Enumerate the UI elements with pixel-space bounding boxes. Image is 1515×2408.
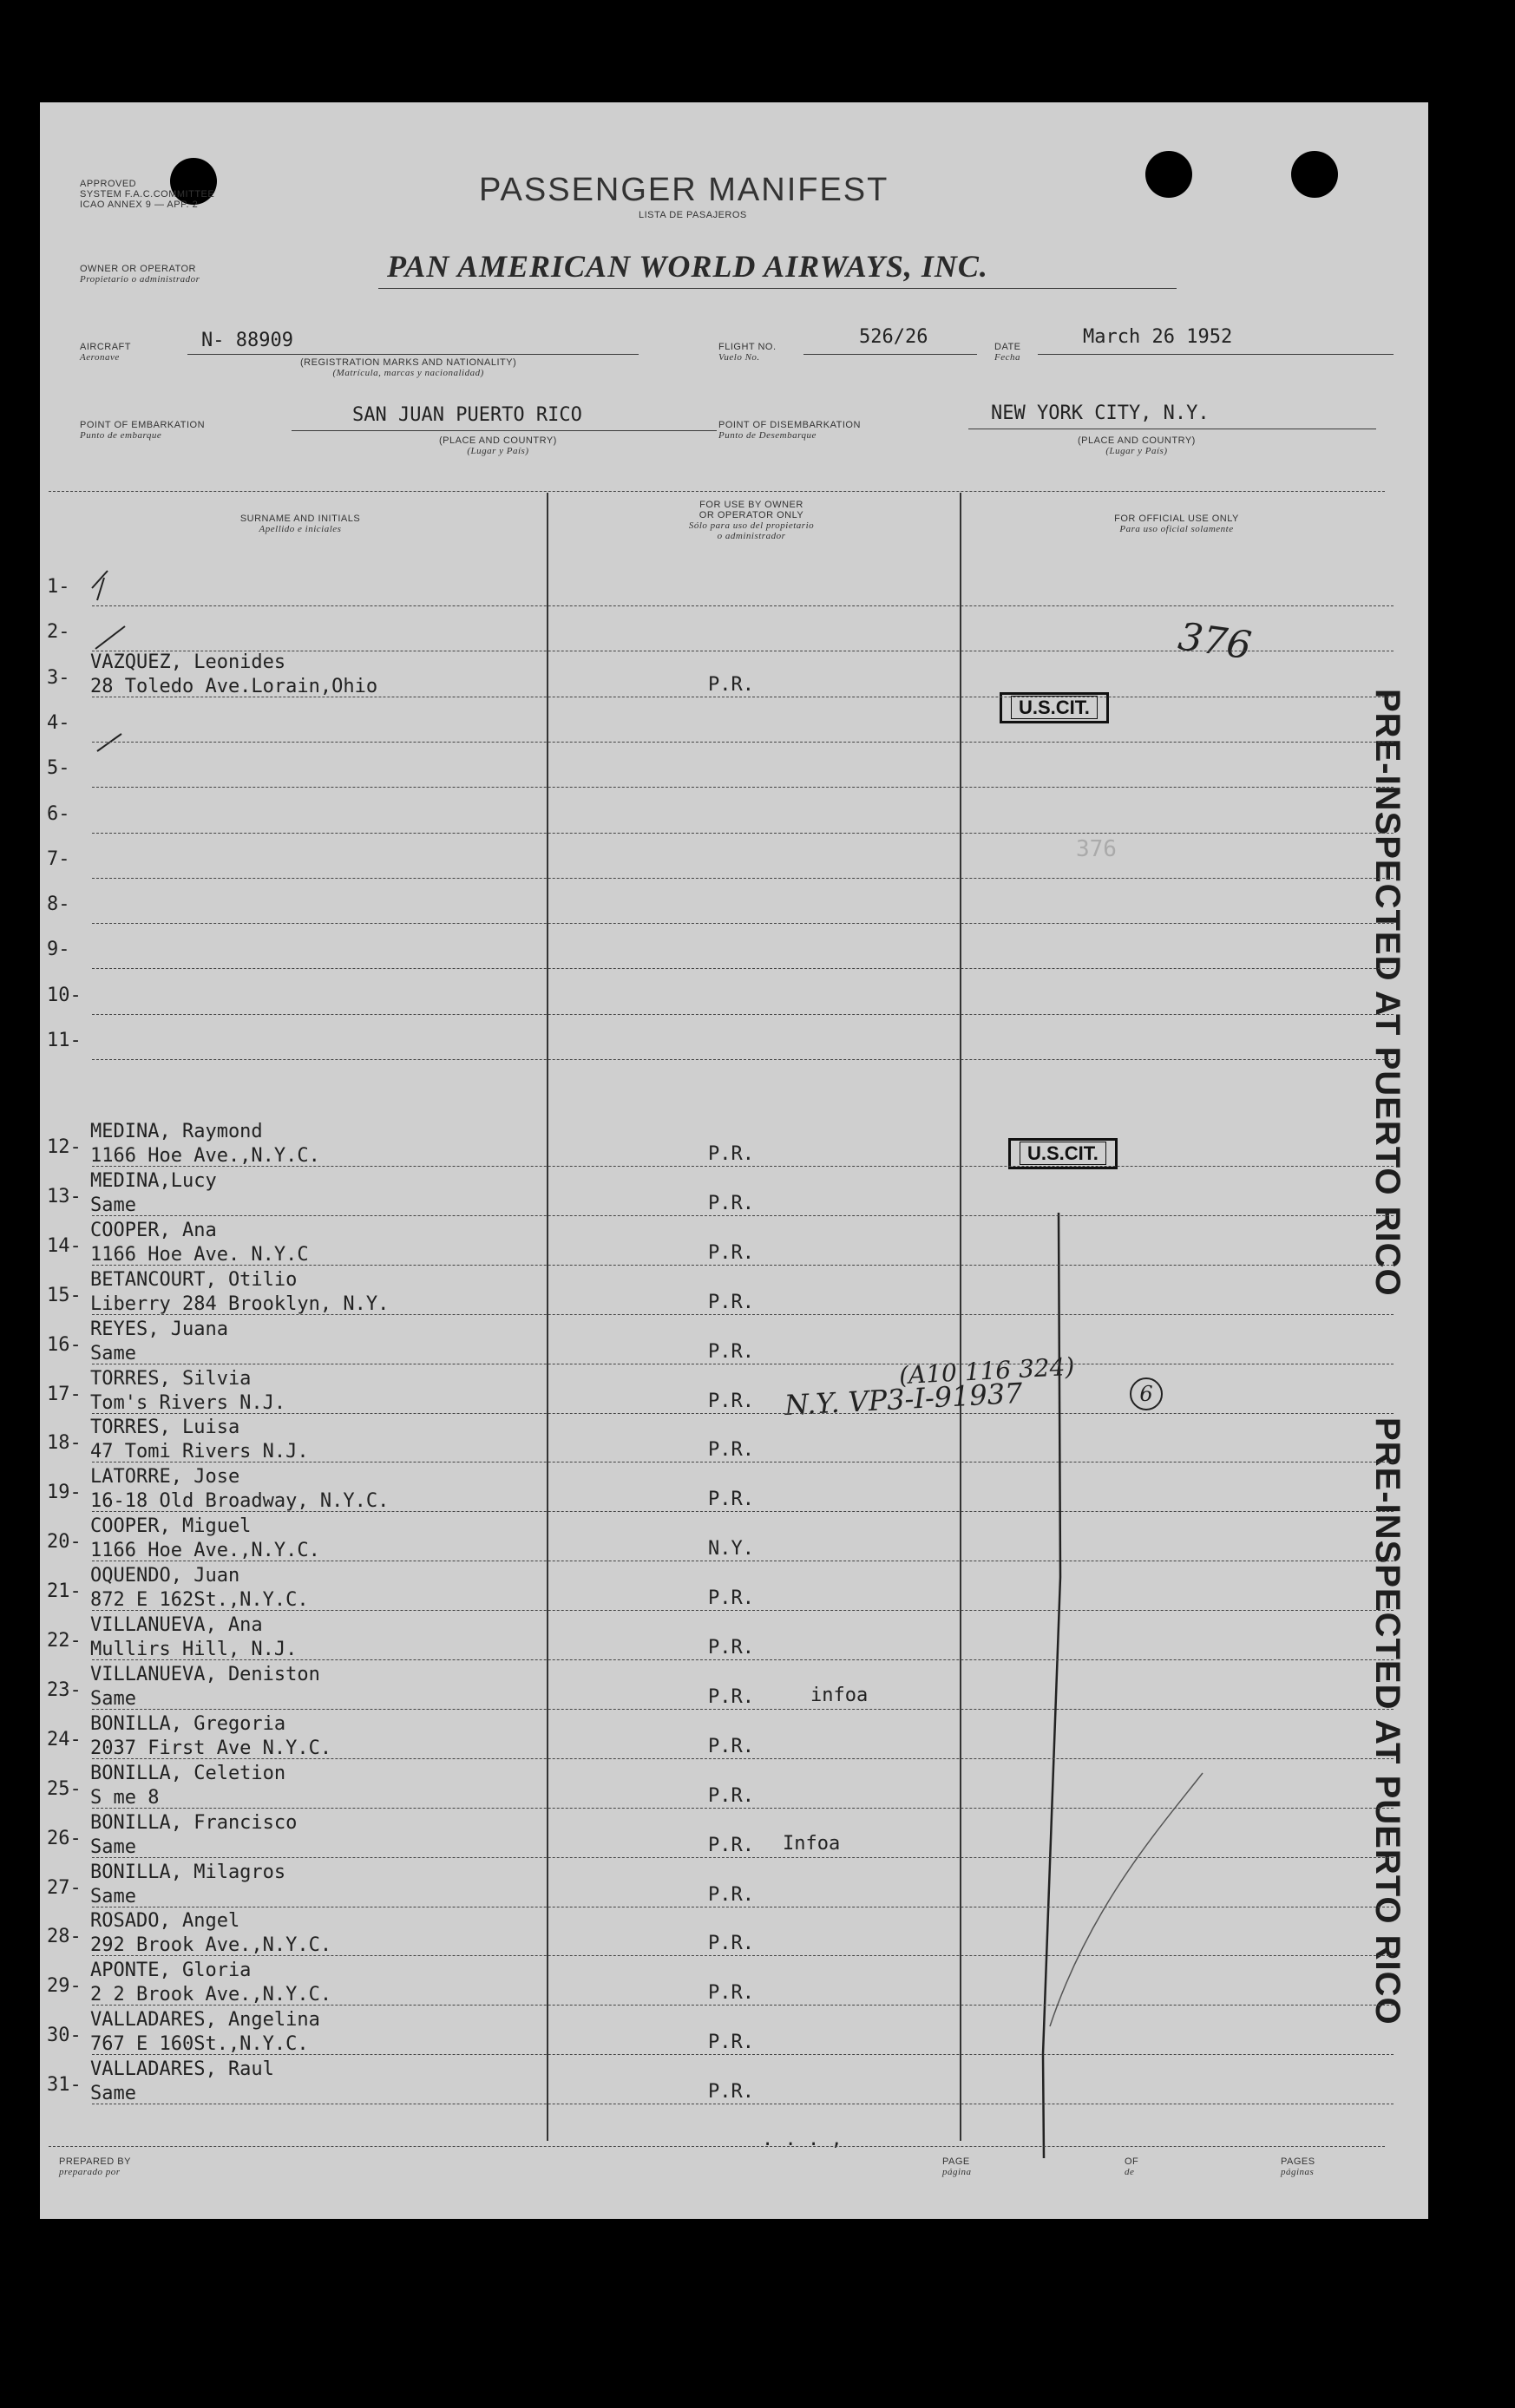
owner-use-code: P.R. [708, 2032, 754, 2054]
owner-use-code: P.R. [708, 1241, 754, 1264]
row-rule [92, 1808, 1394, 1809]
row-number: 31- [47, 2074, 82, 2097]
owner-use-code: P.R. [708, 1685, 754, 1708]
embark-value: SAN JUAN PUERTO RICO [352, 404, 582, 426]
row-number: 20- [47, 1531, 82, 1554]
row-rule [92, 833, 1394, 834]
of-label: OF de [1125, 2156, 1139, 2177]
passenger-name: BONILLA, Gregoria [90, 1712, 286, 1735]
owner-use-code: P.R. [708, 1291, 754, 1313]
passenger-name: MEDINA,Lucy [90, 1169, 217, 1192]
passenger-name: REYES, Juana [90, 1318, 228, 1340]
owner-use-code: P.R. [708, 1982, 754, 2005]
passenger-name: VILLANUEVA, Deniston [90, 1663, 320, 1685]
passenger-name: VAZQUEZ, Leonides [90, 651, 286, 673]
row-rule [92, 1413, 1394, 1414]
passenger-address: Liberry 284 Brooklyn, N.Y. [90, 1292, 390, 1315]
owner-use-code: P.R. [708, 1390, 754, 1412]
passenger-address: Same [90, 1687, 136, 1710]
row-rule [92, 878, 1394, 879]
passenger-name: BONILLA, Francisco [90, 1811, 298, 1834]
passenger-address: Tom's Rivers N.J. [90, 1391, 286, 1414]
row-number: 14- [47, 1234, 82, 1257]
row-number: 23- [47, 1678, 82, 1701]
row-number: 3- [47, 666, 70, 689]
owner-use-code: P.R. [708, 1735, 754, 1757]
date-label: DATE Fecha [994, 342, 1021, 363]
row-rule [92, 1014, 1394, 1015]
handwritten-alien-number: (A10 116 324) [898, 1351, 1076, 1390]
passenger-address: S me 8 [90, 1786, 160, 1809]
passenger-address: 767 E 160St.,N.Y.C. [90, 2033, 309, 2056]
row-number: 10- [47, 984, 82, 1006]
row-number: 1- [47, 576, 70, 598]
manifest-sheet [40, 102, 1428, 2219]
row-number: 17- [47, 1383, 82, 1405]
owner-use-code: P.R. [708, 1883, 754, 1906]
row-number: 4- [47, 711, 70, 734]
owner-use-code: P.R. [708, 1143, 754, 1165]
passenger-address: 1166 Hoe Ave. N.Y.C [90, 1243, 309, 1266]
passenger-name: BETANCOURT, Otilio [90, 1268, 298, 1291]
row-rule [92, 968, 1394, 969]
company-name: PAN AMERICAN WORLD AIRWAYS, INC. [387, 249, 988, 284]
passenger-address: 292 Brook Ave.,N.Y.C. [90, 1934, 332, 1957]
owner-use-code: P.R. [708, 1784, 754, 1807]
disembark-place-note: (PLACE AND COUNTRY) (Lugar y País) [1078, 435, 1196, 456]
row-rule [92, 1215, 1394, 1216]
handwritten-visa-number: N.Y. VP3-I-91937 [784, 1376, 1024, 1423]
row-number: 9- [47, 939, 70, 961]
prepared-by: PREPARED BY preparado por [59, 2156, 131, 2177]
aircraft-note: (REGISTRATION MARKS AND NATIONALITY) (Matrícula, marcas y nacionalidad) [300, 357, 517, 378]
row-number: 25- [47, 1777, 82, 1800]
owner-use-code: P.R. [708, 1439, 754, 1462]
passenger-name: APONTE, Gloria [90, 1960, 252, 1982]
passenger-name: TORRES, Luisa [90, 1417, 240, 1439]
passenger-address: 872 E 162St.,N.Y.C. [90, 1589, 309, 1612]
embark-place-note: (PLACE AND COUNTRY) (Lugar y País) [439, 435, 557, 456]
passenger-name: MEDINA, Raymond [90, 1121, 263, 1142]
row-number: 26- [47, 1827, 82, 1849]
date-value: March 26 1952 [1083, 326, 1233, 348]
row-number: 18- [47, 1432, 82, 1455]
row-rule [92, 1059, 1394, 1060]
flight-value: 526/26 [859, 326, 928, 348]
passenger-count: 376 [1175, 614, 1255, 669]
row-rule [92, 1709, 1394, 1710]
owner-use-code: P.R. [708, 2081, 754, 2104]
col-head-official-use: FOR OFFICIAL USE ONLY Para uso oficial solamente [1114, 514, 1239, 534]
row-rule [92, 923, 1394, 924]
approval-block: APPROVED SYSTEM F.A.C.COMMITTEE ICAO ANNEX 9 — APP. 2 [80, 179, 215, 210]
flight-label: FLIGHT NO. Vuelo No. [718, 342, 777, 363]
page-title: PASSENGER MANIFEST [479, 172, 889, 208]
passenger-address: Same [90, 1885, 136, 1907]
embark-label: POINT OF EMBARKATION Punto de embarque [80, 420, 206, 441]
passenger-address: 1166 Hoe Ave.,N.Y.C. [90, 1540, 320, 1562]
row-rule [92, 605, 1394, 606]
passenger-name: VALLADARES, Raul [90, 2058, 274, 2081]
row-rule [92, 1857, 1394, 1858]
row-number: 21- [47, 1580, 82, 1603]
passenger-address: Mullirs Hill, N.J. [90, 1639, 298, 1660]
handwritten-circle-mark: 6 [1130, 1377, 1163, 1410]
passenger-name: LATORRE, Jose [90, 1466, 240, 1489]
row-number: 13- [47, 1185, 82, 1207]
owner-use-code: P.R. [708, 1637, 754, 1659]
passenger-address: 47 Tomi Rivers N.J. [90, 1441, 309, 1463]
row-number: 7- [47, 847, 70, 870]
row-number: 5- [47, 757, 70, 780]
col-head-owner-use: FOR USE BY OWNER OR OPERATOR ONLY Sólo para uso del propietario o administrador [688, 500, 815, 541]
row-number: 2- [47, 621, 70, 644]
disembark-label: POINT OF DISEMBARKATION Punto de Desembarque [718, 420, 861, 441]
aircraft-value: N- 88909 [201, 330, 293, 351]
row-number: 11- [47, 1030, 82, 1051]
owner-use-code: P.R. [708, 1587, 754, 1610]
row-number: 16- [47, 1333, 82, 1356]
passenger-address: 2037 First Ave N.Y.C. [90, 1737, 332, 1759]
owner-use-code: P.R. [708, 1340, 754, 1363]
row-number: 19- [47, 1482, 82, 1504]
page-label: PAGE página [942, 2156, 972, 2177]
aircraft-label: AIRCRAFT Aeronave [80, 342, 131, 363]
disembark-value: NEW YORK CITY, N.Y. [991, 402, 1210, 424]
passenger-count-faint: 376 [1076, 836, 1117, 862]
pre-inspected-stamp-1: PRE-INSPECTED AT PUERTO RICO [1368, 689, 1407, 1297]
owner-use-extra: infoa [810, 1684, 869, 1706]
passenger-name: BONILLA, Milagros [90, 1861, 286, 1883]
row-number: 29- [47, 1975, 82, 1998]
pre-inspected-stamp-2: PRE-INSPECTED AT PUERTO RICO [1368, 1417, 1407, 2025]
passenger-address: 1166 Hoe Ave.,N.Y.C. [90, 1145, 320, 1167]
passenger-name: COOPER, Ana [90, 1219, 217, 1241]
passenger-address: Same [90, 2083, 136, 2105]
trailing-dots: . . . , [762, 2129, 843, 2150]
passenger-name: ROSADO, Angel [90, 1910, 240, 1933]
passenger-address: 2 2 Brook Ave.,N.Y.C. [90, 1984, 332, 2006]
passenger-name: BONILLA, Celetion [90, 1762, 286, 1784]
row-number: 30- [47, 2025, 82, 2047]
owner-use-code: N.Y. [708, 1538, 754, 1561]
passenger-name: TORRES, Silvia [90, 1367, 252, 1390]
row-number: 8- [47, 893, 70, 916]
row-number: 28- [47, 1926, 82, 1948]
pages-label: PAGES páginas [1281, 2156, 1315, 2177]
passenger-address: Same [90, 1342, 136, 1364]
us-citizen-stamp-1: U.S.CIT. [1000, 692, 1109, 723]
table-bottom-rule [49, 2146, 1385, 2147]
row-rule [92, 787, 1394, 788]
owner-use-extra: Infoa [783, 1832, 841, 1855]
row-number: 15- [47, 1284, 82, 1306]
us-citizen-stamp-2: U.S.CIT. [1008, 1138, 1118, 1169]
row-number: 6- [47, 802, 70, 825]
col-head-surname: SURNAME AND INITIALS Apellido e iniciales [239, 514, 361, 534]
owner-use-code: P.R. [708, 1834, 754, 1856]
owner-use-code: P.R. [708, 1192, 754, 1214]
owner-use-code: P.R. [708, 1489, 754, 1511]
passenger-name: VALLADARES, Angelina [90, 2009, 320, 2032]
passenger-name: VILLANUEVA, Ana [90, 1614, 263, 1636]
passenger-address: 28 Toledo Ave.Lorain,Ohio [90, 675, 378, 697]
owner-label: OWNER OR OPERATOR Propietario o administrador [80, 264, 200, 285]
passenger-address: 16-18 Old Broadway, N.Y.C. [90, 1490, 390, 1513]
row-number: 22- [47, 1630, 82, 1652]
row-number: 24- [47, 1728, 82, 1750]
owner-use-code: P.R. [708, 1933, 754, 1955]
passenger-name: OQUENDO, Juan [90, 1565, 240, 1587]
row-number: 27- [47, 1876, 82, 1899]
row-number: 12- [47, 1136, 82, 1158]
page-title-es: LISTA DE PASAJEROS [639, 210, 747, 220]
passenger-address: Same [90, 1835, 136, 1858]
passenger-name: COOPER, Miguel [90, 1515, 252, 1538]
row-rule [92, 742, 1394, 743]
passenger-address: Same [90, 1194, 136, 1216]
owner-use-code: P.R. [708, 673, 754, 696]
